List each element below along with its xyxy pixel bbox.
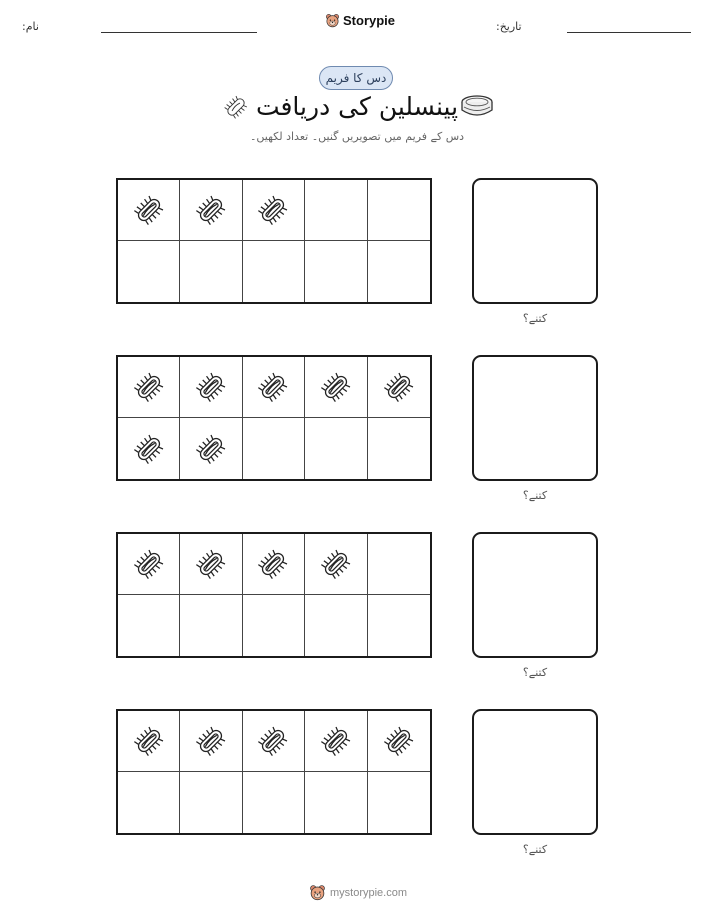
frame-cell bbox=[368, 180, 430, 241]
frame-cell bbox=[180, 418, 242, 479]
frame-cell bbox=[243, 357, 305, 418]
frame-cell bbox=[180, 595, 242, 656]
answer-box[interactable] bbox=[472, 355, 598, 481]
brand-name: Storypie bbox=[343, 13, 396, 28]
worksheet-type-badge: دس کا فریم bbox=[319, 66, 393, 90]
petri-dish-icon bbox=[460, 92, 494, 122]
frame-cell bbox=[305, 711, 367, 772]
bacterium-icon bbox=[193, 431, 229, 467]
date-line[interactable] bbox=[567, 32, 691, 33]
bacterium-icon bbox=[318, 723, 354, 759]
bear-face-icon bbox=[325, 13, 340, 28]
worksheet-title: پینسلین کی دریافت bbox=[255, 92, 459, 121]
frame-cell bbox=[305, 180, 367, 241]
bacterium-icon bbox=[193, 369, 229, 405]
how-many-label: کتنے؟ bbox=[522, 312, 548, 325]
bacterium-icon bbox=[193, 546, 229, 582]
frame-cell bbox=[305, 418, 367, 479]
bacterium-icon bbox=[318, 546, 354, 582]
frame-cell bbox=[305, 595, 367, 656]
answer-box[interactable] bbox=[472, 178, 598, 304]
ten-frame bbox=[116, 178, 432, 304]
frame-cell bbox=[368, 772, 430, 833]
name-label: نام: bbox=[22, 20, 39, 33]
footer bbox=[309, 884, 407, 901]
bacterium-icon bbox=[131, 431, 167, 467]
bacterium-icon bbox=[255, 723, 291, 759]
answer-box[interactable] bbox=[472, 709, 598, 835]
bacterium-icon bbox=[255, 546, 291, 582]
how-many-label: کتنے؟ bbox=[522, 843, 548, 856]
bacterium-icon bbox=[381, 369, 417, 405]
frame-cell bbox=[368, 418, 430, 479]
frame-cell bbox=[305, 772, 367, 833]
frame-cell bbox=[305, 357, 367, 418]
bacterium-icon bbox=[255, 192, 291, 228]
bacterium-icon bbox=[131, 369, 167, 405]
frame-cell bbox=[368, 711, 430, 772]
frame-cell bbox=[368, 357, 430, 418]
bacterium-icon bbox=[222, 93, 250, 121]
frame-cell bbox=[118, 772, 180, 833]
frame-cell bbox=[243, 241, 305, 302]
ten-frame bbox=[116, 532, 432, 658]
bacterium-icon bbox=[131, 546, 167, 582]
frame-cell bbox=[243, 711, 305, 772]
bear-face-icon bbox=[309, 884, 326, 901]
frame-cell bbox=[118, 418, 180, 479]
frame-cell bbox=[305, 534, 367, 595]
worksheet-instructions: دس کے فریم میں تصویریں گنیں۔ تعداد لکھیں۔ bbox=[249, 130, 465, 143]
bacterium-icon bbox=[381, 723, 417, 759]
frame-cell bbox=[118, 534, 180, 595]
frame-cell bbox=[243, 595, 305, 656]
frame-cell bbox=[118, 357, 180, 418]
frame-cell bbox=[368, 241, 430, 302]
bacterium-icon bbox=[318, 369, 354, 405]
bacterium-icon bbox=[193, 723, 229, 759]
frame-cell bbox=[243, 180, 305, 241]
frame-cell bbox=[243, 772, 305, 833]
frame-cell bbox=[180, 357, 242, 418]
frame-cell bbox=[305, 241, 367, 302]
frame-cell bbox=[180, 180, 242, 241]
bacterium-icon bbox=[193, 192, 229, 228]
bacterium-icon bbox=[131, 192, 167, 228]
frame-cell bbox=[118, 595, 180, 656]
how-many-label: کتنے؟ bbox=[522, 666, 548, 679]
frame-cell bbox=[368, 595, 430, 656]
date-label: تاریخ: bbox=[496, 20, 522, 33]
bacterium-icon bbox=[255, 369, 291, 405]
frame-cell bbox=[368, 534, 430, 595]
frame-cell bbox=[180, 711, 242, 772]
frame-cell bbox=[118, 241, 180, 302]
frame-cell bbox=[180, 772, 242, 833]
ten-frame bbox=[116, 355, 432, 481]
frame-cell bbox=[180, 534, 242, 595]
frame-cell bbox=[243, 418, 305, 479]
answer-box[interactable] bbox=[472, 532, 598, 658]
bacterium-icon bbox=[131, 723, 167, 759]
frame-cell bbox=[243, 534, 305, 595]
how-many-label: کتنے؟ bbox=[522, 489, 548, 502]
name-line[interactable] bbox=[101, 32, 257, 33]
frame-cell bbox=[118, 180, 180, 241]
brand-logo bbox=[325, 13, 395, 28]
footer-site-link[interactable]: mystorypie.com bbox=[330, 886, 408, 899]
ten-frame bbox=[116, 709, 432, 835]
frame-cell bbox=[118, 711, 180, 772]
frame-cell bbox=[180, 241, 242, 302]
